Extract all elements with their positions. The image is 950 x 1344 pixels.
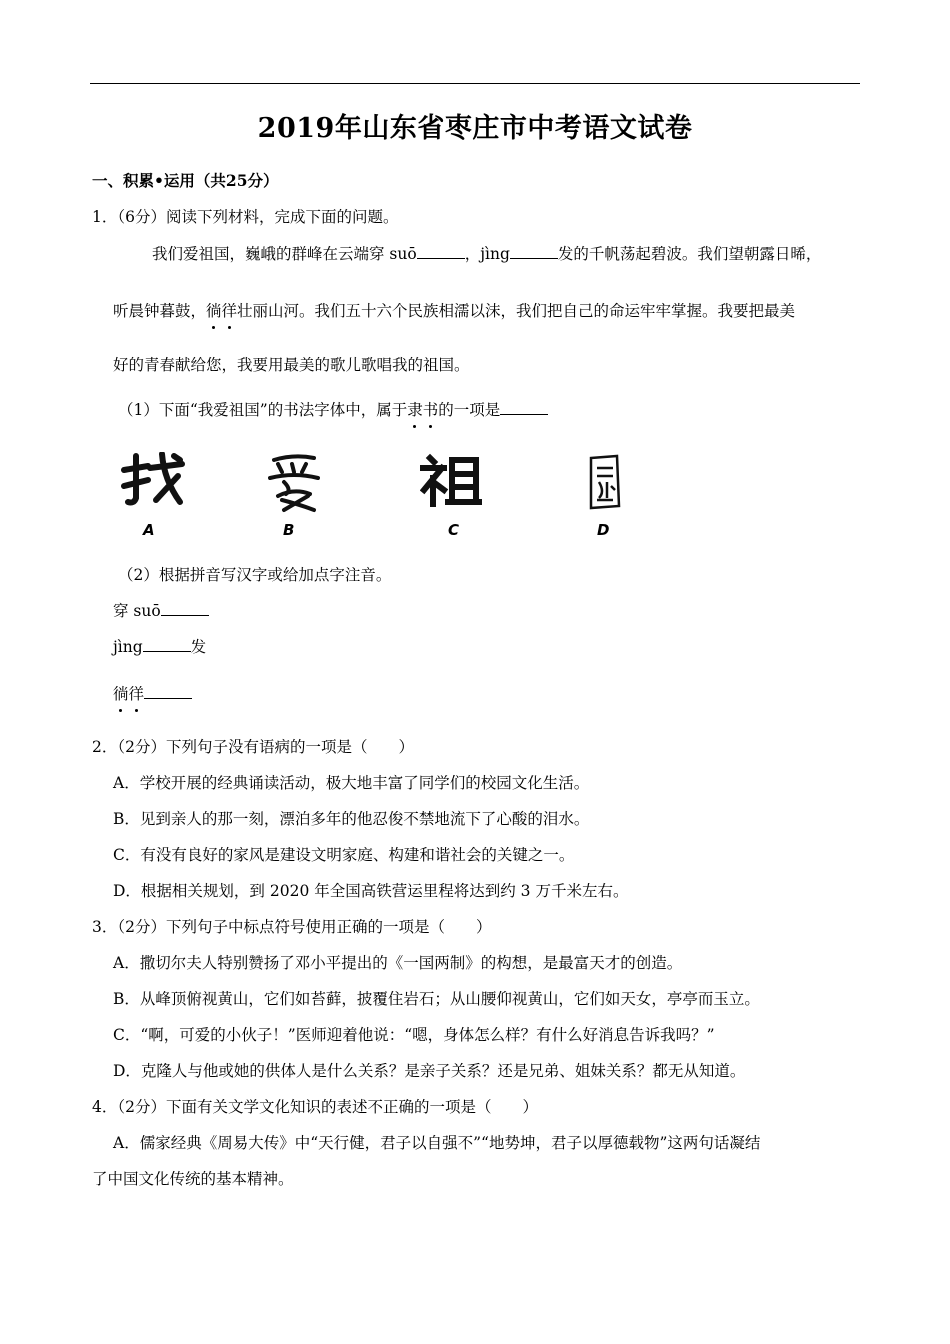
fill-item-2: jìng 发 bbox=[113, 638, 207, 656]
option-label-a: A bbox=[143, 521, 155, 539]
q2-stem: 2．（2分）下列句子没有语病的一项是（ ） bbox=[92, 738, 414, 756]
q1-passage-line1: 我们爱祖国，巍峨的群峰在云端穿 suō ，jìng 发的千帆荡起碧波。我们望朝露日晞， bbox=[152, 245, 822, 263]
page-title: 2019年山东省枣庄市中考语文试卷 bbox=[257, 113, 693, 144]
fill-item-1: 穿 suō bbox=[113, 601, 209, 621]
header-rule bbox=[90, 83, 860, 84]
calligraphy-image-a bbox=[118, 452, 198, 542]
q1-passage-line3: 好的青春献给您，我要用最美的歌儿歌唱我的祖国。 bbox=[113, 356, 470, 374]
q3-stem: 3．（2分）下列句子中标点符号使用正确的一项是（ ） bbox=[92, 918, 492, 936]
calligraphy-image-b bbox=[264, 452, 344, 542]
emphasized-char: 徉 bbox=[221, 302, 238, 320]
q3-option-a: A．撒切尔夫人特别赞扬了邓小平提出的《一国两制》的构想，是最富天才的创造。 bbox=[113, 954, 683, 972]
emphasized-char: 书 bbox=[422, 401, 439, 419]
q3-option-d: D．克隆人与他或她的供体人是什么关系？是亲子关系？还是兄弟、姐妹关系？都无从知道。 bbox=[113, 1062, 746, 1080]
option-label-d: D bbox=[597, 521, 610, 539]
q2-option-c: C．有没有良好的家风是建设文明家庭、构建和谐社会的关键之一。 bbox=[113, 846, 575, 864]
q2-option-b: B．见到亲人的那一刻，漂泊多年的他忍俊不禁地流下了心酸的泪水。 bbox=[113, 810, 590, 828]
answer-blank[interactable] bbox=[510, 244, 558, 259]
emphasized-char: 徉 bbox=[128, 685, 145, 703]
q4-stem: 4．（2分）下面有关文学文化知识的表述不正确的一项是（ ） bbox=[92, 1098, 538, 1116]
q1-passage-line2: 听晨钟暮鼓，徜徉壮丽山河。我们五十六个民族相濡以沫，我们把自己的命运牢牢掌握。我要把最美 bbox=[113, 302, 796, 320]
emphasized-char: 徜 bbox=[113, 685, 129, 703]
answer-blank[interactable] bbox=[161, 601, 209, 616]
calligraphy-image-c bbox=[420, 452, 500, 542]
q3-option-c: C．“啊，可爱的小伙子！”医师迎着他说：“嗯，身体怎么样？有什么好消息告诉我吗？” bbox=[113, 1026, 715, 1044]
q1-sub2: （2）根据拼音写汉字或给加点字注音。 bbox=[118, 566, 392, 584]
option-label-b: B bbox=[283, 521, 295, 539]
answer-blank[interactable] bbox=[143, 637, 191, 652]
option-label-c: C bbox=[448, 521, 460, 539]
answer-blank[interactable] bbox=[417, 244, 465, 259]
emphasized-char: 徜 bbox=[206, 302, 222, 320]
section-heading: 一、积累•运用（共25分） bbox=[92, 171, 279, 190]
q1-stem: 1．（6分）阅读下列材料，完成下面的问题。 bbox=[92, 208, 399, 226]
q2-option-a: A．学校开展的经典诵读活动，极大地丰富了同学们的校园文化生活。 bbox=[113, 774, 590, 792]
q4-option-a-line1: A．儒家经典《周易大传》中“天行健，君子以自强不”“地势坤，君子以厚德载物”这两句话凝结 bbox=[113, 1134, 761, 1152]
q4-option-a-line2: 了中国文化传统的基本精神。 bbox=[92, 1170, 294, 1188]
q3-option-b: B．从峰顶俯视黄山，它们如苔藓，披覆住岩石；从山腰仰视黄山，它们如天女，亭亭而玉立。 bbox=[113, 990, 760, 1008]
emphasized-char: 隶 bbox=[407, 401, 423, 419]
q1-sub1: （1）下面“我爱祖国”的书法字体中，属于隶书的一项是 bbox=[118, 400, 548, 420]
answer-blank[interactable] bbox=[144, 684, 192, 699]
fill-item-3 bbox=[113, 684, 192, 704]
answer-blank[interactable] bbox=[500, 400, 548, 415]
q2-option-d: D．根据相关规划，到 2020 年全国高铁营运里程将达到约 3 万千米左右。 bbox=[113, 882, 629, 900]
